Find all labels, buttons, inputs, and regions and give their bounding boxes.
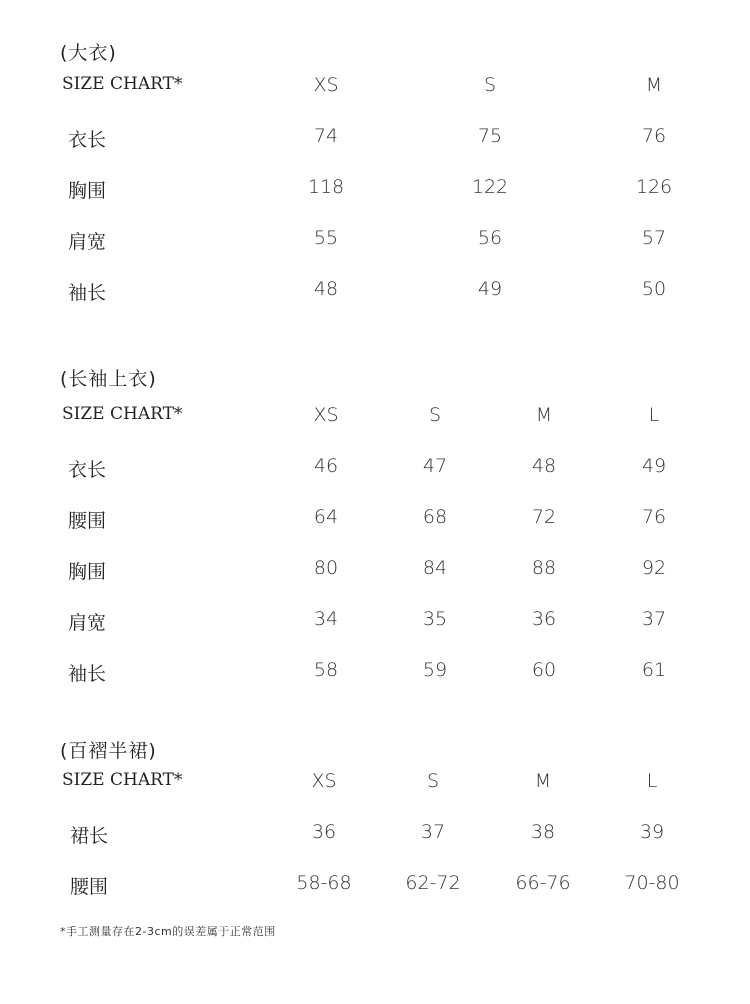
table-cell: 50: [641, 278, 667, 300]
row-label: 袖长: [68, 282, 107, 304]
row-label: 肩宽: [68, 612, 107, 634]
table-cell: 60: [531, 659, 557, 681]
table-cell: 39: [639, 821, 665, 843]
table-cell: 49: [641, 455, 667, 477]
table-cell: 47: [422, 455, 448, 477]
table-cell: 36: [311, 821, 337, 843]
section-title: (大衣): [60, 42, 117, 64]
size-header: XS: [311, 770, 337, 792]
table-cell: 75: [477, 125, 503, 147]
row-label: 肩宽: [68, 231, 107, 253]
size-header: XS: [313, 74, 339, 96]
section-title: (长袖上衣): [60, 368, 157, 390]
table-cell: 122: [471, 176, 509, 198]
row-label: 胸围: [68, 180, 107, 202]
size-header: S: [428, 404, 442, 426]
size-chart-label: SIZE CHART*: [62, 404, 183, 424]
table-cell: 38: [530, 821, 556, 843]
table-cell: 46: [313, 455, 339, 477]
row-label: 袖长: [68, 663, 107, 685]
size-chart-label: SIZE CHART*: [62, 770, 183, 790]
table-cell: 88: [531, 557, 557, 579]
row-label: 胸围: [68, 561, 107, 583]
table-cell: 80: [313, 557, 339, 579]
table-cell: 74: [313, 125, 339, 147]
table-cell: 76: [641, 125, 667, 147]
table-cell: 92: [641, 557, 667, 579]
table-cell: 61: [641, 659, 667, 681]
table-cell: 70-80: [624, 872, 680, 894]
table-cell: 58-68: [296, 872, 352, 894]
table-cell: 37: [420, 821, 446, 843]
table-cell: 55: [313, 227, 339, 249]
table-cell: 64: [313, 506, 339, 528]
table-cell: 118: [307, 176, 345, 198]
table-cell: 56: [477, 227, 503, 249]
table-cell: 35: [422, 608, 448, 630]
row-label: 衣长: [68, 129, 107, 151]
row-label: 衣长: [68, 459, 107, 481]
table-cell: 34: [313, 608, 339, 630]
table-cell: 62-72: [405, 872, 461, 894]
measurement-note: *手工测量存在2-3cm的误差属于正常范围: [60, 925, 276, 938]
table-cell: 76: [641, 506, 667, 528]
table-cell: 48: [531, 455, 557, 477]
size-header: M: [535, 404, 553, 426]
table-cell: 36: [531, 608, 557, 630]
table-cell: 72: [531, 506, 557, 528]
row-label: 腰围: [70, 876, 109, 898]
table-cell: 84: [422, 557, 448, 579]
size-header: XS: [313, 404, 339, 426]
row-label: 腰围: [68, 510, 107, 532]
table-cell: 59: [422, 659, 448, 681]
table-cell: 57: [641, 227, 667, 249]
section-title: (百褶半裙): [60, 740, 157, 762]
size-header: M: [534, 770, 552, 792]
size-header: S: [483, 74, 497, 96]
size-header: M: [645, 74, 663, 96]
table-cell: 49: [477, 278, 503, 300]
size-chart-label: SIZE CHART*: [62, 74, 183, 94]
table-cell: 66-76: [515, 872, 571, 894]
table-cell: 37: [641, 608, 667, 630]
table-cell: 48: [313, 278, 339, 300]
table-cell: 58: [313, 659, 339, 681]
size-header: S: [426, 770, 440, 792]
size-header: L: [648, 404, 660, 426]
size-header: L: [646, 770, 658, 792]
table-cell: 68: [422, 506, 448, 528]
row-label: 裙长: [70, 825, 109, 847]
table-cell: 126: [635, 176, 673, 198]
